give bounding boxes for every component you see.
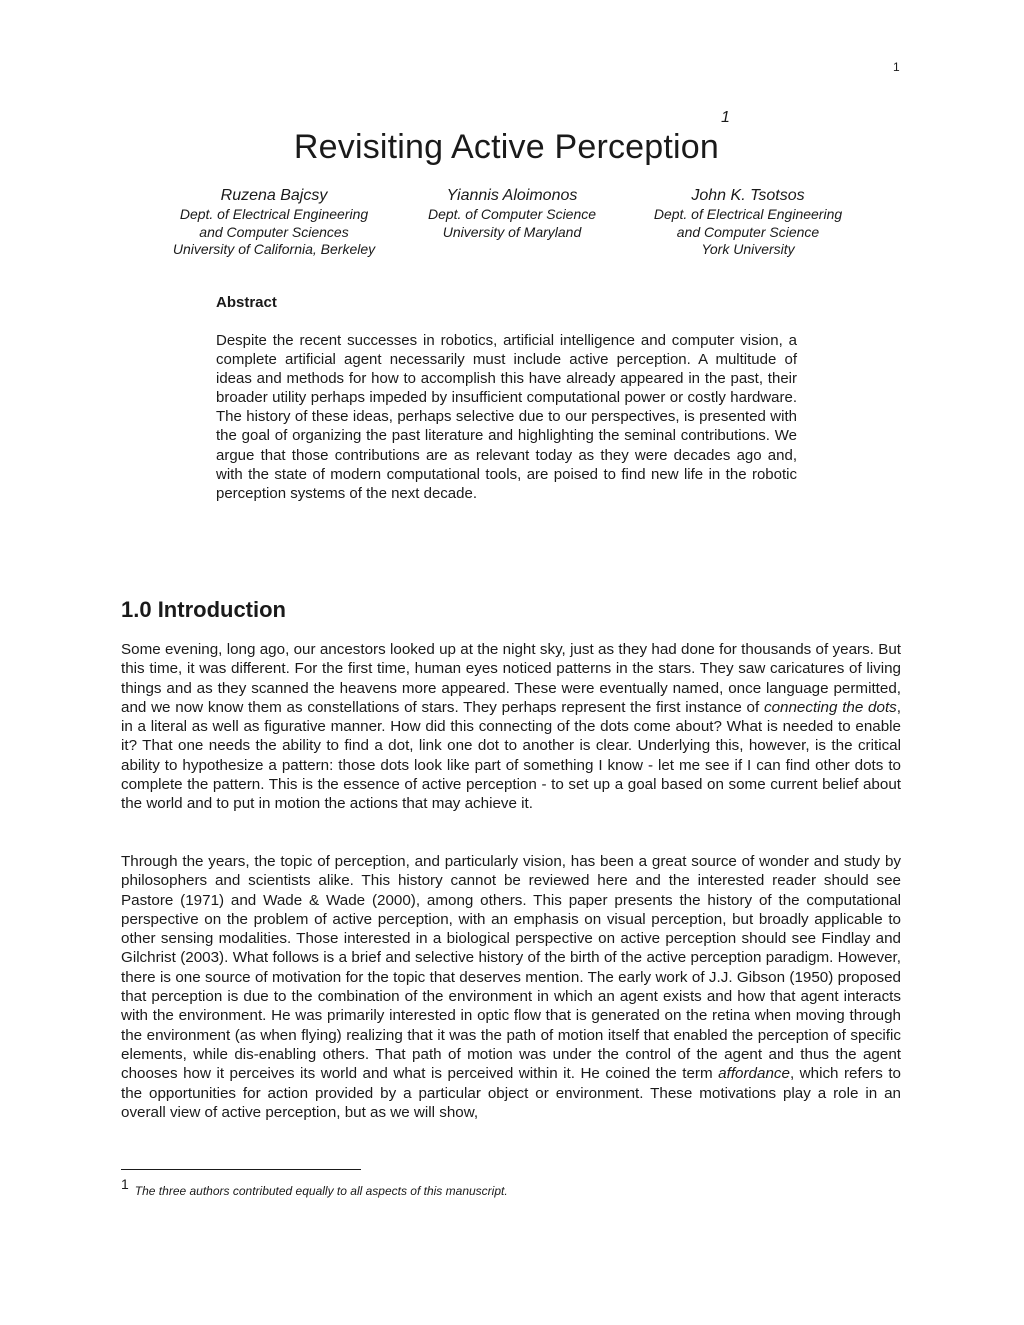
paragraph-text: Through the years, the topic of perception, and particularly vision, has been a great source of wonder and study by philosophers and scientists alike. This history cannot be reviewed here and the interested reader should see Pastore (1971) and Wade & Wade (2000), among others. This paper presents the history of the computational perspective on the problem of active perception, with an emphasis on visual perception, but broadly applicable to other sensing modalities. Those interested in a biological perspective on active perception should see Findlay and Gilchrist (2003). What follows is a brief and selective history of the birth of the active perception paradigm. However, there is one source of motivation for the topic that deserves mention. The early work of J.J. Gibson (1950) proposed that perception is due to the combination of the environment in which an agent exists and how that agent interacts with the environment. He was primarily interested in optic flow that is generated on the retina when moving through the environment (as when flying) realizing that it was the path of motion itself that enabled the perception of specific elements, while dis-enabling others. That path of motion was under the control of the agent and thus the agent chooses how it perceives its world and what is perceived within it. He coined the term bbox=[121, 853, 901, 1083]
author-affiliation-line: Dept. of Electrical Engineering bbox=[179, 206, 369, 222]
author-3 bbox=[598, 186, 898, 259]
author-affiliation-line: and Computer Science bbox=[676, 223, 820, 240]
section-heading: 1.0 Introduction bbox=[121, 597, 286, 622]
introduction-paragraph-2 bbox=[121, 852, 901, 1122]
author-name: John K. Tsotsos bbox=[691, 187, 805, 204]
author-affiliation-line: Dept. of Electrical Engineering bbox=[653, 206, 843, 222]
paper-title bbox=[0, 108, 1024, 167]
footnote-mark: 1 bbox=[121, 1176, 129, 1192]
author-name: Ruzena Bajcsy bbox=[220, 187, 328, 204]
title-text: Revisiting Active Perception bbox=[293, 128, 720, 166]
emphasis-text: affordance bbox=[718, 1065, 790, 1083]
footnote bbox=[121, 1176, 508, 1198]
paragraph-text: , in a literal as well as figurative manner. How did this connecting of the dots come about? What is needed to enable it? That one needs the ability to find a dot, link one dot to another is clear. Underlying this, however, is the critical ability to hypothesize a pattern: those dots look like part of something I know - let me see if I can find other dots to complete the pattern. This is the essence of active perception - to set up a goal based on some current belief about the world and to put in motion the actions that may achieve it. bbox=[121, 698, 901, 813]
author-affiliation-line: Dept. of Computer Science bbox=[427, 206, 597, 222]
author-affiliation-line: University of California, Berkeley bbox=[172, 241, 376, 257]
paragraph-text: , which refers to the opportunities for action provided by a particular object or environment. These motivations play a role in an overall view of active perception, but as we will show, bbox=[121, 1065, 901, 1121]
paragraph bbox=[121, 640, 901, 814]
title-footnote-mark: 1 bbox=[721, 108, 731, 126]
footnote-text: The three authors contributed equally to all aspects of this manuscript. bbox=[134, 1184, 508, 1198]
paragraph-text: Some evening, long ago, our ancestors looked up at the night sky, just as they had done for thousands of years. But this time, it was different. For the first time, human eyes noticed patterns in the stars. They saw caricatures of living things and as they scanned the heavens more appeared. These were eventually named, once language permitted, and we now know them as constellations of stars. They perhaps represent the first instance of bbox=[121, 641, 901, 716]
introduction-paragraph-1 bbox=[121, 640, 901, 814]
abstract-heading: Abstract bbox=[216, 294, 277, 311]
author-name: Yiannis Aloimonos bbox=[446, 187, 578, 204]
page-number: 1 bbox=[893, 60, 900, 74]
paragraph bbox=[121, 852, 901, 1122]
author-affiliation-line: University of Maryland bbox=[442, 223, 582, 240]
abstract-text: Despite the recent successes in robotics, artificial intelligence and computer vision, a complete artificial agent necessarily must include active perception. A multitude of ideas and methods for how to accomplish this have already appeared in the past, their broader utility perhaps impeded by insufficient computational power or costly hardware. The history of these ideas, perhaps selective due to our perspectives, is presented with the goal of organizing the past literature and highlighting the seminal contributions. We argue that those contributions are as relevant today as they were decades ago and, with the state of modern computational tools, are poised to find new life in the robotic perception systems of the next decade. bbox=[216, 332, 797, 502]
emphasis-text: connecting the dots bbox=[763, 698, 897, 716]
footnote-divider bbox=[121, 1169, 361, 1170]
abstract-section bbox=[216, 294, 797, 503]
author-affiliation-line: York University bbox=[701, 241, 795, 257]
author-affiliation-line: and Computer Sciences bbox=[199, 223, 349, 240]
